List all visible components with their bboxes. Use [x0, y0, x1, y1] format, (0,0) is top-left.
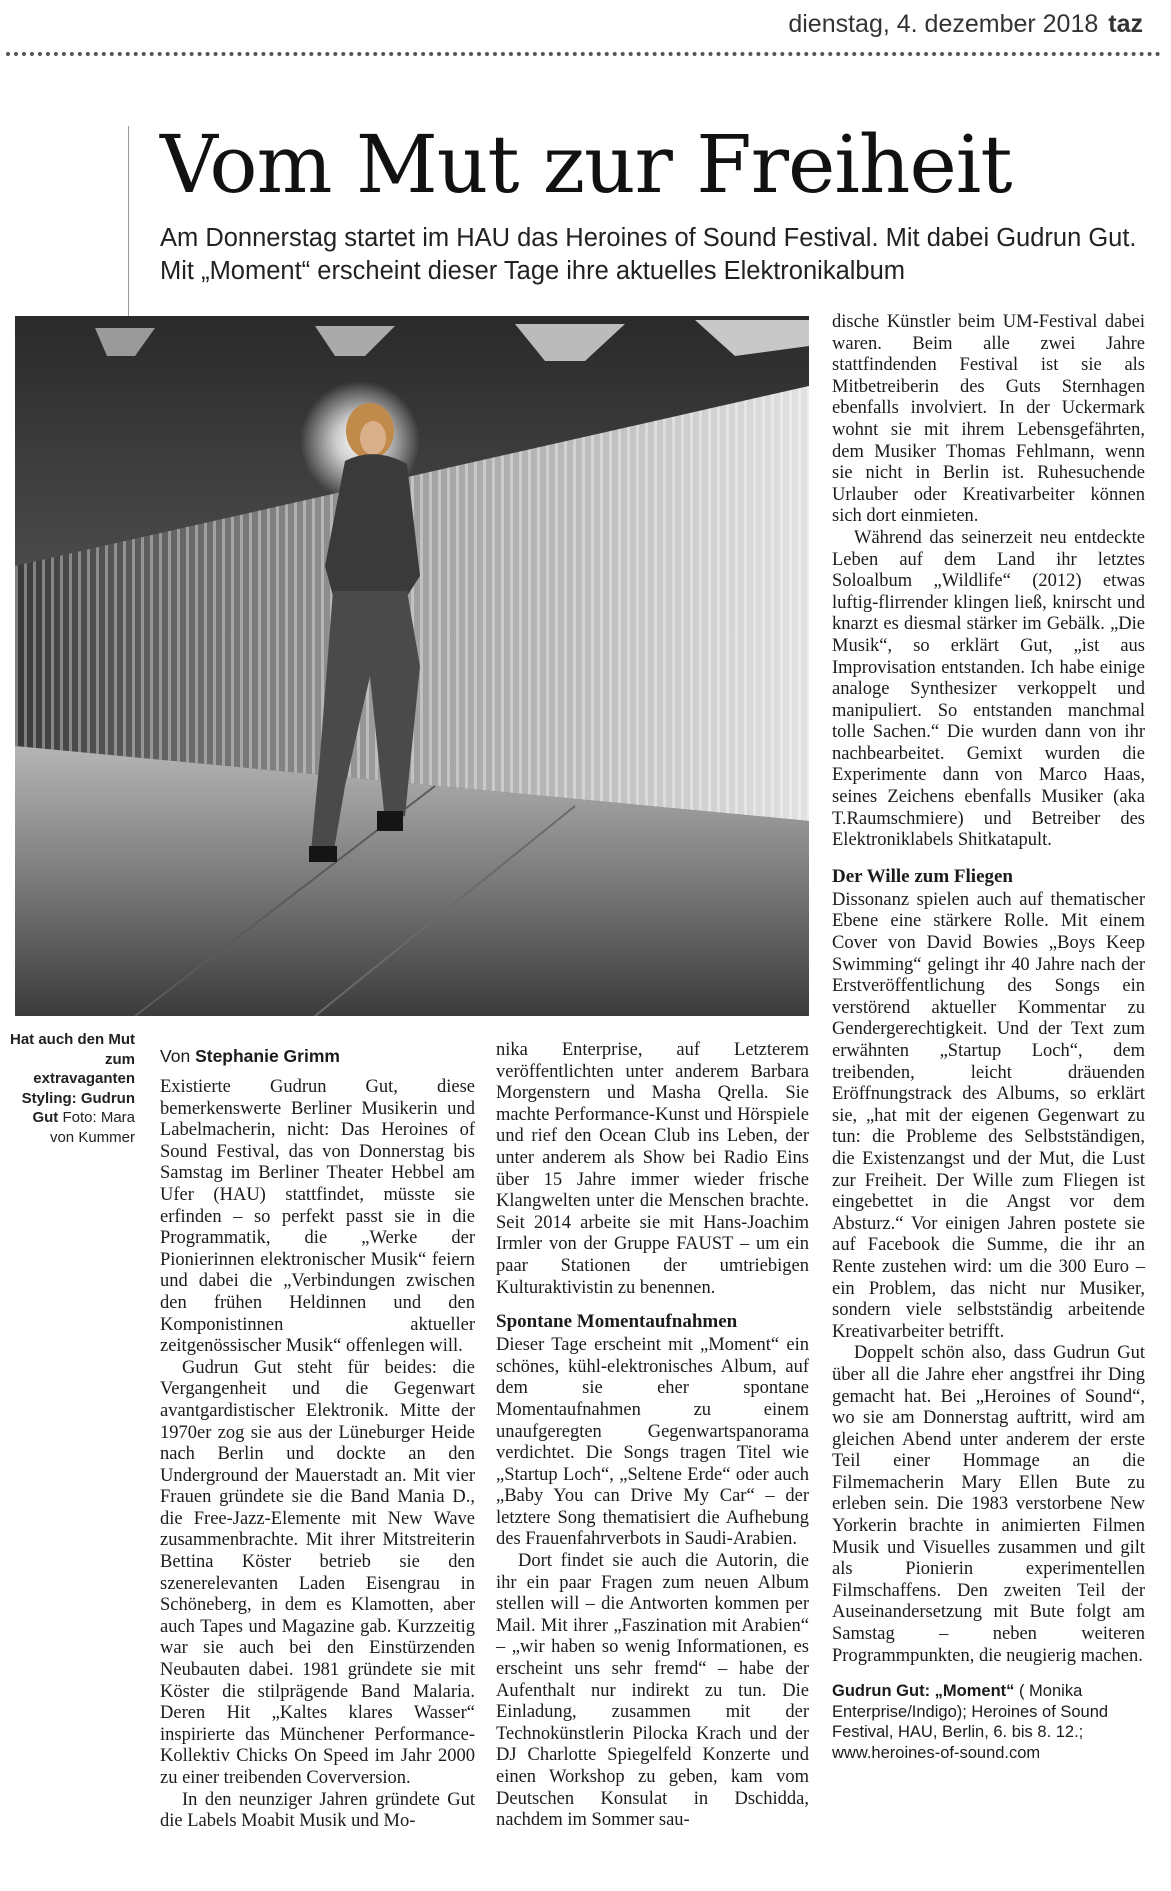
- article-column-3: [832, 312, 1145, 1763]
- paragraph: Dort findet sie auch die Autorin, die ihr ein paar Fragen zum neuen Album stellen will – die Antworten kommen per Mail. Mit ihrer „Faszination mit Arabien“ – „wir haben so wenig Informationen, es erscheint uns sehr fremd“ – habe der Aufenthalt nur indirekt zu tun. Die Einladung, zusammen mit der Technokünstlerin Pilocka Krach und der DJ Charlotte Spiegelfeld Konzerte und einen Workshop zu geben, kam vom Deutschen Konsulat in Dschidda, nachdem im Sommer sau-: [496, 1551, 809, 1831]
- photo-caption: [10, 1030, 135, 1147]
- paragraph: Doppelt schön also, dass Gudrun Gut über all die Jahre eher angstfrei ihr Ding gemacht hat. Bei „Heroines of Sound“, wo sie am Donnerstag auftritt, wird am gleichen Abend unter anderem der erste Teil einer Hommage an die Filmemacherin Mary Ellen Bute zu erleben sein. Die 1983 verstorbene New Yorkerin brachte in animierten Filmen Musik und Visuelles zusammen und gilt als Pionierin experimentellen Filmschaffens. Den zweiten Teil der Auseinandersetzung mit Bute folgt am Samstag – neben weiteren Programmpunkten, die neugierig machen.: [832, 1343, 1145, 1666]
- info-box: [832, 1681, 1145, 1763]
- byline: [160, 1045, 475, 1067]
- photo-credit: Foto: Mara von Kummer: [49, 1109, 135, 1146]
- article-subtitle: Am Donnerstag startet im HAU das Heroines of Sound Festival. Mit dabei Gudrun Gut. Mit „Moment“ erscheint dieser Tage ihre aktuelles Elektronikalbum: [160, 224, 1137, 285]
- subheading: Spontane Momentaufnahmen: [496, 1311, 738, 1333]
- issue-date: dienstag, 4. dezember 2018: [788, 10, 1099, 38]
- newspaper-logo: taz: [1108, 10, 1143, 38]
- paragraph: Dissonanz spielen auch auf thematischer Ebene eine stärkere Rolle. Mit einem Cover von David Bowies „Boys Keep Swimming“ gelingt ihr 40 Jahre nach der Erstveröffentlichung des Songs ein verstörend aktueller Kommentar zu Gendergerechtigkeit. Und der Text zum erwähnten „Startup Loch“, dem treibenden, leicht dräuenden Eröffnungstrack des Albums, so erklärt sie, „hat mit der eigenen Gegenwart zu tun: die Probleme des Selbstständigen, die Existenzangst und der Mut, die Lust zur Freiheit. Der Wille zum Fliegen ist eingebettet in die Angst vor dem Absturz.“ Vor einigen Jahren postete sie auf Facebook die Summe, die ihr an Rente zustehen wird: um die 300 Euro – ein Problem, das nicht nur Musiker, sondern viele selbstständig arbeitende Kreativarbeiter betrifft.: [832, 889, 1145, 1342]
- subheading: Der Wille zum Fliegen: [832, 865, 1014, 887]
- paragraph: Während das seinerzeit neu entdeckte Leben auf dem Land ihr letztes Soloalbum „Wildlife“ (2012) etwas luftig-flirrender klingen ließ, knirscht und knarzt es diesmal stärker im Gebälk. „Die Musik“, so erklärt Gut, „ist aus Improvisation entstanden. Ich habe einige analoge Synthesizer verkoppelt und manipuliert. So entstanden manchmal tolle Sachen.“ Die wurden dann von ihr nachbearbeitet. Gemixt wurden die Experimente dann von Marco Haas, seines Zeichens ebenfalls Musiker (aka T.Raumschmiere) und Betreiber des Elektroniklabels Shitkatapult.: [832, 527, 1145, 851]
- article-column-2: [496, 1040, 809, 1832]
- info-details: ( Monika Enterprise/Indigo); Heroines of Sound Festival, HAU, Berlin, 6. bis 8. 12.; www.heroines-of-sound.com: [832, 1682, 1109, 1762]
- paragraph: Dieser Tage erscheint mit „Moment“ ein schönes, kühl-elektronisches Album, auf dem sie eher spontane Momentaufnahmen zu einem unaufgeregten Gegenwartspanorama verdichtet. Die Songs tragen Titel wie „Startup Loch“, „Seltene Erde“ oder auch „Baby You can Drive My Car“ – der letztere Song thematisiert die Aufhebung des Frauenfahrverbots in Saudi-Arabien.: [496, 1335, 809, 1550]
- byline-prefix: Von: [160, 1046, 191, 1066]
- article-column-1: [160, 1045, 475, 1833]
- caption-text: Hat auch den Mut zum extravaganten Styling: Gudrun Gut: [10, 1031, 136, 1126]
- paragraph: nika Enterprise, auf Letzterem veröffentlichten unter anderem Barbara Morgenstern und Masha Qrella. Sie machte Performance-Kunst und Hörspiele und rief den Ocean Club ins Leben, der unter anderem als Show bei Radio Eins über 15 Jahre immer wieder frische Klangwelten unter die Menschen brachte. Seit 2014 arbeite sie mit Hans-Joachim Irmler von der Gruppe FAUST – um ein paar Stationen der umtriebigen Kulturaktivistin zu benennen.: [496, 1040, 809, 1298]
- title-rule: [128, 126, 129, 316]
- masthead: [788, 10, 1143, 39]
- paragraph: In den neunziger Jahren gründete Gut die Labels Moabit Musik und Mo-: [160, 1789, 475, 1832]
- article-photo: [15, 316, 809, 1016]
- article-title: Vom Mut zur Freiheit: [160, 118, 1012, 211]
- paragraph: Gudrun Gut steht für beides: die Vergangenheit und die Gegenwart avantgardistischer Elektronik. Mitte der 1970er zog sie aus der Lüneburger Heide nach Berlin und dockte an den Underground der Mauerstadt an. Mit vier Frauen gründete sie die Band Mania D., die Free-Jazz-Elemente mit New Wave zusammenbrachte. Mit ihrer Mitstreiterin Bettina Köster betrieb sie den szenerelevanten Laden Eisengrau in Schöneberg, in dem es Klamotten, aber auch Tapes und Magazine gab. Kurzzeitig war sie auch bei den Einstürzenden Neubauten dabei. 1981 gründete sie mit Köster die stilprägende Band Malaria. Deren Hit „Kaltes klares Wasser“ inspirierte das Münchener Performance-Kollektiv Chicks On Speed im Jahr 2000 zu einer treibenden Coverversion.: [160, 1357, 475, 1788]
- info-album: Gudrun Gut: „Moment“: [832, 1682, 1015, 1701]
- paragraph: Existierte Gudrun Gut, diese bemerkenswerte Berliner Musikerin und Labelmacherin, nicht: Das Heroines of Sound Festival, das von Donnerstag bis Samstag im Berliner Theater Hebbel am Ufer (HAU) stattfindet, müsste sie erfinden – so perfekt passt sie in die Programmatik, die „Werke der Pionierinnen elektronischer Musik“ feiern und dabei die „Verbindungen zwischen den frühen Heldinnen und den Komponistinnen aktueller zeitgenössischer Musik“ offenlegen will.: [160, 1077, 475, 1357]
- author-name: Stephanie Grimm: [195, 1046, 340, 1066]
- paragraph: dische Künstler beim UM-Festival dabei waren. Beim alle zwei Jahre stattfindenden Festival ist sie als Mitbetreiberin des Guts Sternhagen ebenfalls involviert. In der Uckermark wohnt sie mit ihrem Lebensgefährten, dem Musiker Thomas Fehlmann, wenn sie nicht in Berlin ist. Ruhesuchende Urlauber oder Kreativarbeiter können sich dort einmieten.: [832, 312, 1145, 527]
- dotted-divider: [6, 52, 1161, 56]
